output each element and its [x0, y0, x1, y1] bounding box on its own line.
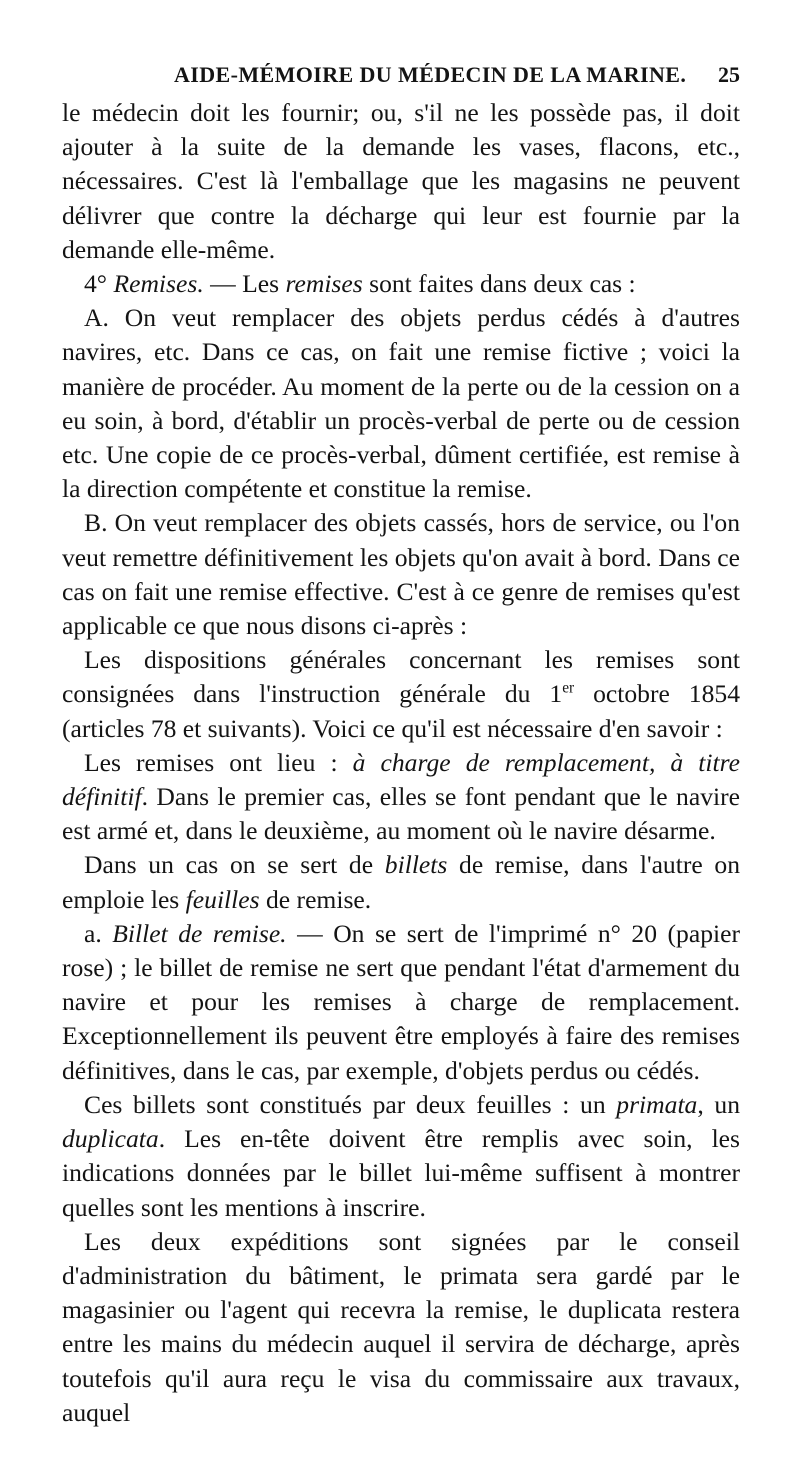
text-run: octobre 1854 (articles 78 et suivants). Voici ce qu'il est nécessaire d'en savoir : — [62, 679, 740, 743]
emphasis: duplicata — [62, 1124, 159, 1154]
paragraph-lieu — [62, 746, 740, 849]
paragraph-billets-feuilles — [62, 848, 740, 916]
paragraph-billet-de-remise — [62, 917, 740, 1088]
section-number: 4° — [84, 269, 108, 299]
emphasis: remises — [285, 269, 363, 299]
text-run: a. — [84, 918, 113, 948]
text-run: Les remises ont lieu : — [84, 747, 353, 777]
text-run: Les dispositions générales concernant les remises sont consignées dans l'instruction générale du 1 — [62, 645, 740, 709]
emphasis: à charge de remplacement, à titre définitif — [62, 747, 740, 812]
text-run: — Les — [203, 269, 286, 299]
section-title: Remises. — [113, 269, 204, 299]
superscript: er — [562, 679, 575, 697]
text-run: Ces billets sont constitués par deux feuilles : un — [84, 1089, 617, 1119]
paragraph-case-b: B. On veut remplacer des objets cassés, hors de service, ou l'on veut remettre définitivement les objets qu'on avait à bord. Dans ce cas on fait une remise effective. C'est à ce genre de remises qu'est applicable ce que nous disons ci-après : — [62, 508, 740, 641]
emphasis: billets — [384, 850, 448, 880]
paragraph-1: le médecin doit les fournir; ou, s'il ne les possède pas, il doit ajouter à la suite de la demande les vases, flacons, etc., nécessaires. C'est là l'emballage que les magasins ne peuvent délivrer que contre la décharge qui leur est fournie par la demande elle-même. — [62, 98, 740, 264]
text-run: Dans un cas on se sert de — [84, 850, 385, 880]
text-run: de remise, dans l'autre on emploie les — [62, 850, 741, 914]
paragraph-expeditions: Les deux expéditions sont signées par le conseil d'administration du bâtiment, le primata sera gardé par le magasinier ou l'agent qui recevra la remise, le duplicata restera entre les mains du médecin auquel il servira de décharge, après toutefois qu'il aura reçu le visa du commissaire aux travaux, auquel — [62, 1226, 740, 1427]
running-title: AIDE-MÉMOIRE DU MÉDECIN DE LA MARINE. — [174, 62, 687, 87]
subsection-title: Billet de remise. — [112, 918, 287, 948]
text-run: , un — [697, 1089, 741, 1119]
page-body — [62, 96, 740, 1430]
text-run: . Dans le premier cas, elles se font pendant que le navire est armé et, dans le deuxième, au moment où le navire désarme. — [62, 782, 740, 846]
paragraph-remises-heading — [62, 267, 740, 301]
page-header — [62, 62, 740, 92]
paragraph-primata-duplicata — [62, 1088, 740, 1225]
paragraph-case-a: A. On veut remplacer des objets perdus cédés à d'autres navires, etc. Dans ce cas, on fait une remise fictive ; voici la manière de procéder. Au moment de la perte ou de la cession on a eu soin, à bord, d'établir un procès-verbal de perte ou de cession etc. Une copie de ce procès-verbal, dûment certifiée, est remise à la direction compétente et constitue la remise. — [62, 303, 740, 504]
text-run: de remise. — [259, 884, 372, 914]
paragraph-dispositions — [62, 643, 740, 746]
text-run: . Les en-tête doivent être remplis avec soin, les indications données par le billet lui-même suffisent à montrer quelles sont les mentions à inscrire. — [62, 1124, 740, 1222]
page-number: 25 — [718, 62, 740, 87]
text-run: — On se sert de l'imprimé n° 20 (papier rose) ; le billet de remise ne sert que pendant l'état d'armement du navire et pour les remises à charge de remplacement. Exceptionnellement ils peuvent être employés à faire des remises définitives, dans le cas, par exemple, d'objets perdus ou cédés. — [62, 918, 740, 1085]
text-run: sont faites dans deux cas : — [362, 269, 636, 299]
emphasis: feuilles — [185, 884, 260, 914]
emphasis: primata — [616, 1089, 698, 1119]
